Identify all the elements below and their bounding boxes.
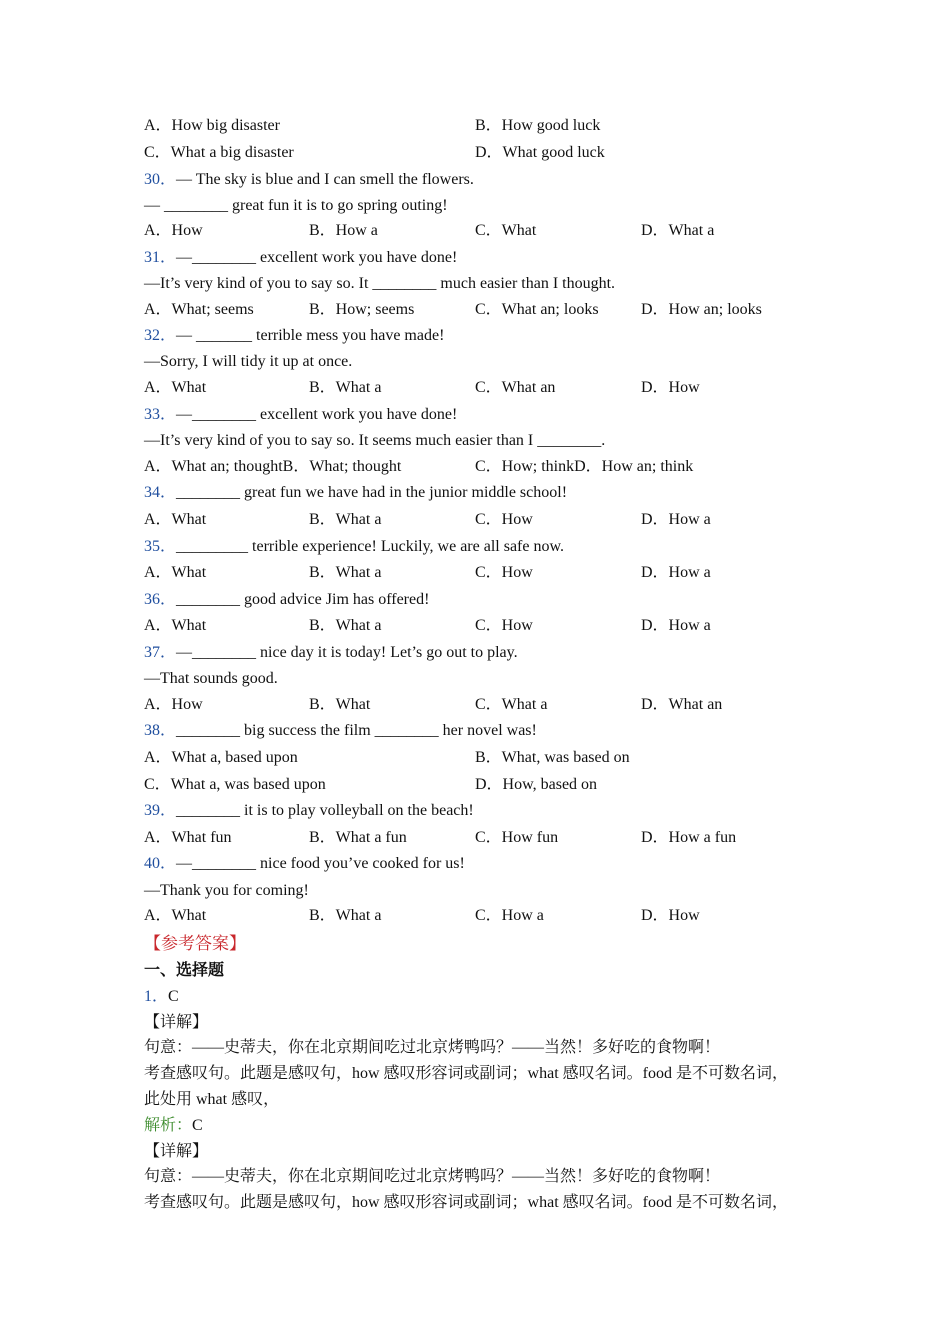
option-c: C．How (475, 564, 533, 581)
option-d: D．What an (641, 696, 723, 713)
question-number: 35． (144, 538, 177, 555)
question-stem: —________ nice food you’ve cooked for us! (176, 855, 465, 872)
question-number: 40． (144, 855, 177, 872)
option-c: C．What a, was based upon (144, 776, 326, 793)
option-b: B．What a (309, 511, 382, 528)
option-b: B．How good luck (475, 117, 601, 134)
question-stem: ________ big success the film ________ her novel was! (176, 722, 537, 739)
option-d: D．How an; looks (641, 301, 762, 318)
option-c: C．What an (475, 379, 556, 396)
question-number: 36． (144, 591, 177, 608)
option-c: C．What a big disaster (144, 144, 294, 161)
question-33 (144, 404, 457, 426)
answer-number: 1． (144, 988, 169, 1005)
question-33-line2: —It’s very kind of you to say so. It seems much easier than I ________. (144, 432, 606, 449)
question-31-line2: —It’s very kind of you to say so. It ________ much easier than I thought. (144, 275, 616, 292)
option-a: A．How big disaster (144, 117, 280, 134)
jiexi-answer: C (192, 1117, 203, 1134)
question-38 (144, 720, 537, 742)
question-stem: —________ nice day it is today! Let’s go out to play. (176, 644, 518, 661)
option-a-b: A．What an; thoughtB．What; thought (144, 458, 402, 475)
option-b: B．How a (309, 222, 378, 239)
option-a: A．What (144, 564, 207, 581)
option-a: A．What (144, 617, 207, 634)
option-d: D．What a (641, 222, 715, 239)
question-number: 39． (144, 802, 177, 819)
option-c: C．What an; looks (475, 301, 599, 318)
answer-1 (144, 986, 179, 1008)
analysis-line-1: 考查感叹句。此题是感叹句，how 感叹形容词或副词；what 感叹名词。food 是不可数名词， (144, 1065, 788, 1082)
option-c: C．How (475, 511, 533, 528)
jiexi-line (144, 1115, 203, 1137)
option-a: A．What (144, 907, 207, 924)
option-b: B．What a (309, 617, 382, 634)
option-a: A．What a, based upon (144, 749, 298, 766)
question-37 (144, 642, 518, 664)
option-c-d: C．How; thinkD．How an; think (475, 458, 694, 475)
option-d: D．How (641, 907, 700, 924)
section-heading: 一、选择题 (144, 962, 225, 979)
analysis-line-2: 此处用 what 感叹， (144, 1091, 280, 1108)
question-stem: —________ excellent work you have done! (176, 406, 458, 423)
question-32-line2: —Sorry, I will tidy it up at once. (144, 353, 353, 370)
option-a: A．What (144, 379, 207, 396)
option-a: A．What (144, 511, 207, 528)
answers-heading: 【参考答案】 (144, 934, 246, 953)
sentence-meaning-2: 句意：——史蒂夫，你在北京期间吃过北京烤鸭吗？——当然！多好吃的食物啊！ (144, 1168, 721, 1185)
question-number: 30． (144, 171, 177, 188)
question-stem: ________ great fun we have had in the junior middle school! (176, 484, 568, 501)
analysis-line-3: 考查感叹句。此题是感叹句，how 感叹形容词或副词；what 感叹名词。food 是不可数名词， (144, 1194, 788, 1211)
jiexi-label: 解析： (144, 1117, 193, 1134)
option-d: D．How, based on (475, 776, 598, 793)
question-number: 32． (144, 327, 177, 344)
question-35 (144, 536, 564, 558)
question-31 (144, 247, 457, 269)
option-b: B．What a (309, 379, 382, 396)
question-36 (144, 589, 429, 611)
option-d: D．How a (641, 511, 711, 528)
option-c: C．How fun (475, 829, 559, 846)
option-b: B．What (309, 696, 371, 713)
answer-value: C (168, 988, 179, 1005)
option-c: C．What a (475, 696, 548, 713)
question-number: 34． (144, 484, 177, 501)
option-a: A．What fun (144, 829, 232, 846)
question-stem: _________ terrible experience! Luckily, we are all safe now. (176, 538, 564, 555)
option-a: A．How (144, 696, 203, 713)
question-number: 37． (144, 644, 177, 661)
question-number: 38． (144, 722, 177, 739)
option-d: D．How a (641, 617, 711, 634)
option-d: D．What good luck (475, 144, 605, 161)
option-d: D．How (641, 379, 700, 396)
option-c: C．What (475, 222, 537, 239)
detail-label: 【详解】 (144, 1014, 209, 1031)
option-b: B．What a (309, 564, 382, 581)
question-stem: — The sky is blue and I can smell the flowers. (176, 171, 474, 188)
detail-label-2: 【详解】 (144, 1143, 209, 1160)
option-b: B．What a (309, 907, 382, 924)
question-number: 31． (144, 249, 177, 266)
question-number: 33． (144, 406, 177, 423)
question-32 (144, 325, 444, 347)
question-stem: — _______ terrible mess you have made! (176, 327, 445, 344)
question-37-line2: —That sounds good. (144, 670, 278, 687)
question-40-line2: —Thank you for coming! (144, 882, 309, 899)
question-stem: —________ excellent work you have done! (176, 249, 458, 266)
option-d: D．How a (641, 564, 711, 581)
option-a: A．What; seems (144, 301, 254, 318)
option-c: C．How (475, 617, 533, 634)
option-b: B．How; seems (309, 301, 415, 318)
question-30-line2: — ________ great fun it is to go spring outing! (144, 197, 448, 214)
question-stem: ________ it is to play volleyball on the beach! (176, 802, 474, 819)
option-b: B．What a fun (309, 829, 407, 846)
option-c: C．How a (475, 907, 544, 924)
question-34 (144, 482, 567, 504)
question-39 (144, 800, 474, 822)
option-d: D．How a fun (641, 829, 737, 846)
sentence-meaning: 句意：——史蒂夫，你在北京期间吃过北京烤鸭吗？——当然！多好吃的食物啊！ (144, 1039, 721, 1056)
question-40 (144, 853, 465, 875)
question-30 (144, 169, 474, 191)
option-a: A．How (144, 222, 203, 239)
question-stem: ________ good advice Jim has offered! (176, 591, 430, 608)
option-b: B．What, was based on (475, 749, 630, 766)
